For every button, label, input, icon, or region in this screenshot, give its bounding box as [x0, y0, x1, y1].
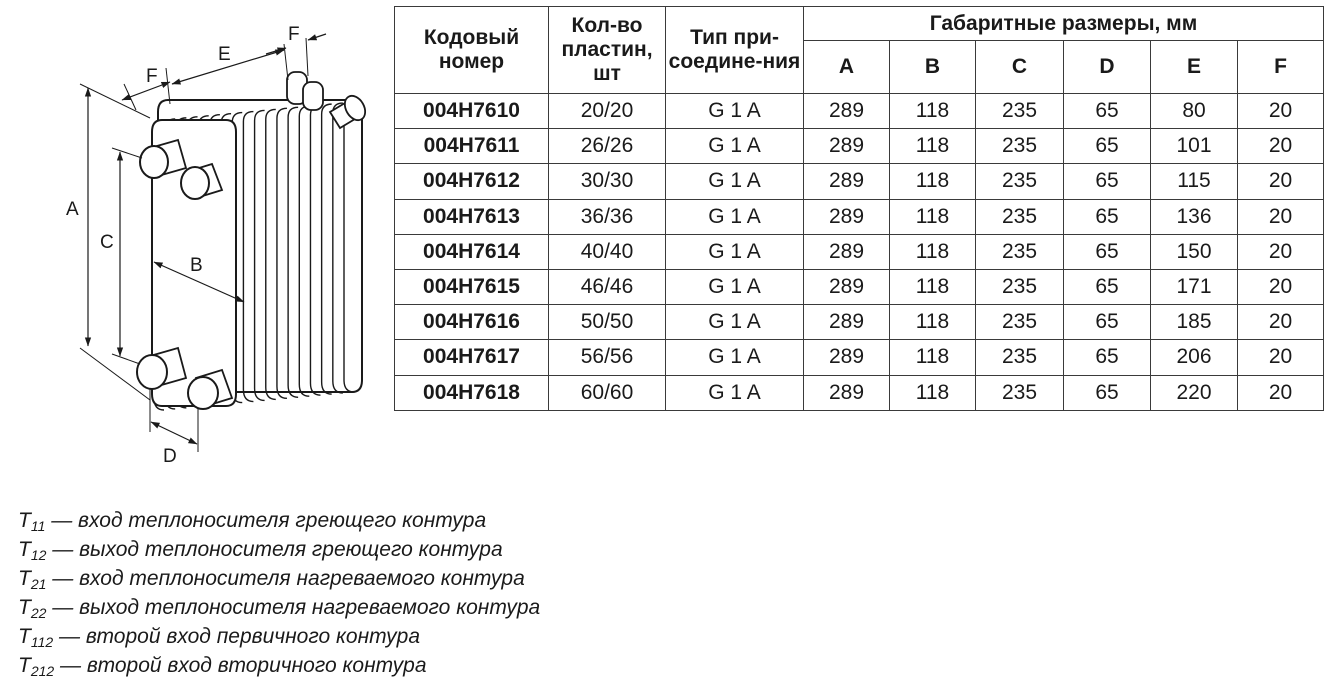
cell-f: 20 — [1238, 234, 1324, 269]
legend-item — [18, 506, 540, 535]
cell-connection: G 1 A — [666, 94, 804, 129]
cell-code: 004H7610 — [395, 94, 549, 129]
cell-f: 20 — [1238, 305, 1324, 340]
cell-e: 150 — [1151, 234, 1238, 269]
cell-f: 20 — [1238, 375, 1324, 410]
cell-c: 235 — [976, 164, 1064, 199]
cell-plates: 30/30 — [549, 164, 666, 199]
cell-c: 235 — [976, 375, 1064, 410]
cell-a: 289 — [804, 375, 890, 410]
legend-subscript: 21 — [30, 576, 47, 592]
cell-b: 118 — [890, 94, 976, 129]
cell-connection: G 1 A — [666, 234, 804, 269]
cell-e: 171 — [1151, 269, 1238, 304]
cell-plates: 46/46 — [549, 269, 666, 304]
cell-plates: 26/26 — [549, 129, 666, 164]
header-dim-e: E — [1151, 41, 1238, 94]
dimension-label-e: E — [218, 44, 231, 65]
header-code: Кодовый номер — [395, 7, 549, 94]
cell-connection: G 1 A — [666, 305, 804, 340]
cell-b: 118 — [890, 164, 976, 199]
cell-a: 289 — [804, 234, 890, 269]
cell-d: 65 — [1064, 234, 1151, 269]
legend-symbol: T — [18, 538, 31, 561]
cell-c: 235 — [976, 340, 1064, 375]
cell-b: 118 — [890, 129, 976, 164]
cell-b: 118 — [890, 234, 976, 269]
cell-plates: 50/50 — [549, 305, 666, 340]
legend-subscript: 11 — [30, 518, 46, 534]
cell-f: 20 — [1238, 164, 1324, 199]
cell-connection: G 1 A — [666, 269, 804, 304]
legend-item — [18, 564, 540, 593]
cell-c: 235 — [976, 234, 1064, 269]
table-row — [395, 164, 1324, 199]
legend-text: — второй вход вторичного контура — [54, 654, 427, 677]
dimension-f-right — [266, 24, 326, 76]
cell-f: 20 — [1238, 199, 1324, 234]
cell-c: 235 — [976, 129, 1064, 164]
cell-e: 80 — [1151, 94, 1238, 129]
legend-text: — второй вход первичного контура — [53, 625, 421, 648]
exchanger-body-drawing — [152, 100, 362, 410]
legend-text: — вход теплоносителя нагреваемого контура — [46, 567, 525, 590]
cell-code: 004H7617 — [395, 340, 549, 375]
legend-text: — выход теплоносителя нагреваемого контура — [46, 596, 541, 619]
cell-code: 004H7613 — [395, 199, 549, 234]
dimension-label-d: D — [163, 446, 177, 467]
legend-text: — выход теплоносителя греющего контура — [46, 538, 503, 561]
cell-b: 118 — [890, 375, 976, 410]
cell-b: 118 — [890, 340, 976, 375]
cell-connection: G 1 A — [666, 199, 804, 234]
cell-e: 220 — [1151, 375, 1238, 410]
cell-f: 20 — [1238, 129, 1324, 164]
cell-d: 65 — [1064, 129, 1151, 164]
cell-e: 206 — [1151, 340, 1238, 375]
legend-subscript: 22 — [30, 605, 47, 621]
header-dim-a: A — [804, 41, 890, 94]
dimension-label-c: C — [100, 232, 114, 253]
legend-subscript: 112 — [30, 634, 54, 650]
cell-plates: 60/60 — [549, 375, 666, 410]
legend-symbol: T — [18, 567, 31, 590]
table-row — [395, 375, 1324, 410]
cell-a: 289 — [804, 199, 890, 234]
cell-code: 004H7618 — [395, 375, 549, 410]
cell-e: 136 — [1151, 199, 1238, 234]
header-dimensions: Габаритные размеры, мм — [804, 7, 1324, 41]
legend-item — [18, 593, 540, 622]
legend-subscript: 212 — [30, 663, 55, 679]
cell-c: 235 — [976, 199, 1064, 234]
cell-b: 118 — [890, 269, 976, 304]
legend-symbol: T — [18, 596, 31, 619]
cell-plates: 20/20 — [549, 94, 666, 129]
cell-plates: 40/40 — [549, 234, 666, 269]
cell-connection: G 1 A — [666, 129, 804, 164]
spec-table — [394, 6, 1324, 411]
dimension-c — [100, 148, 142, 364]
cell-e: 185 — [1151, 305, 1238, 340]
rear-port — [330, 92, 369, 128]
cell-c: 235 — [976, 94, 1064, 129]
cell-a: 289 — [804, 94, 890, 129]
dimension-label-b: B — [190, 255, 203, 276]
cell-connection: G 1 A — [666, 340, 804, 375]
cell-c: 235 — [976, 269, 1064, 304]
header-plates: Кол-во пластин, шт — [549, 7, 666, 94]
header-connection: Тип при-соедине-ния — [666, 7, 804, 94]
cell-c: 235 — [976, 305, 1064, 340]
legend-item — [18, 535, 540, 564]
cell-code: 004H7611 — [395, 129, 549, 164]
top-rear-ports — [287, 72, 323, 110]
table-row — [395, 94, 1324, 129]
cell-code: 004H7616 — [395, 305, 549, 340]
legend-symbol: T — [18, 625, 31, 648]
cell-e: 101 — [1151, 129, 1238, 164]
header-dim-d: D — [1064, 41, 1151, 94]
cell-plates: 36/36 — [549, 199, 666, 234]
cell-connection: G 1 A — [666, 375, 804, 410]
cell-d: 65 — [1064, 199, 1151, 234]
legend-symbol: T — [18, 509, 31, 532]
cell-b: 118 — [890, 199, 976, 234]
cell-code: 004H7615 — [395, 269, 549, 304]
header-dim-f: F — [1238, 41, 1324, 94]
header-dim-c: C — [976, 41, 1064, 94]
legend-symbol: T — [18, 654, 31, 677]
table-row — [395, 305, 1324, 340]
table-row — [395, 234, 1324, 269]
dimension-label-f-right: F — [288, 24, 300, 45]
table-row — [395, 340, 1324, 375]
header-dim-b: B — [890, 41, 976, 94]
cell-d: 65 — [1064, 375, 1151, 410]
cell-a: 289 — [804, 305, 890, 340]
cell-e: 115 — [1151, 164, 1238, 199]
table-row — [395, 199, 1324, 234]
cell-a: 289 — [804, 269, 890, 304]
cell-d: 65 — [1064, 269, 1151, 304]
dimension-e — [172, 44, 288, 84]
cell-f: 20 — [1238, 269, 1324, 304]
cell-d: 65 — [1064, 164, 1151, 199]
cell-d: 65 — [1064, 340, 1151, 375]
cell-a: 289 — [804, 340, 890, 375]
dimension-label-f-left: F — [146, 66, 158, 87]
cell-f: 20 — [1238, 94, 1324, 129]
cell-code: 004H7614 — [395, 234, 549, 269]
cell-connection: G 1 A — [666, 164, 804, 199]
table-row — [395, 269, 1324, 304]
dimension-label-a: A — [66, 199, 79, 220]
legend-subscript: 12 — [30, 547, 47, 563]
cell-f: 20 — [1238, 340, 1324, 375]
legend-text: — вход теплоносителя греющего контура — [45, 509, 487, 532]
legend — [18, 506, 540, 680]
table-row — [395, 129, 1324, 164]
cell-b: 118 — [890, 305, 976, 340]
heat-exchanger-diagram — [0, 0, 390, 480]
cell-a: 289 — [804, 129, 890, 164]
cell-plates: 56/56 — [549, 340, 666, 375]
cell-code: 004H7612 — [395, 164, 549, 199]
cell-d: 65 — [1064, 94, 1151, 129]
cell-a: 289 — [804, 164, 890, 199]
legend-item — [18, 622, 540, 651]
cell-d: 65 — [1064, 305, 1151, 340]
legend-item — [18, 651, 540, 680]
